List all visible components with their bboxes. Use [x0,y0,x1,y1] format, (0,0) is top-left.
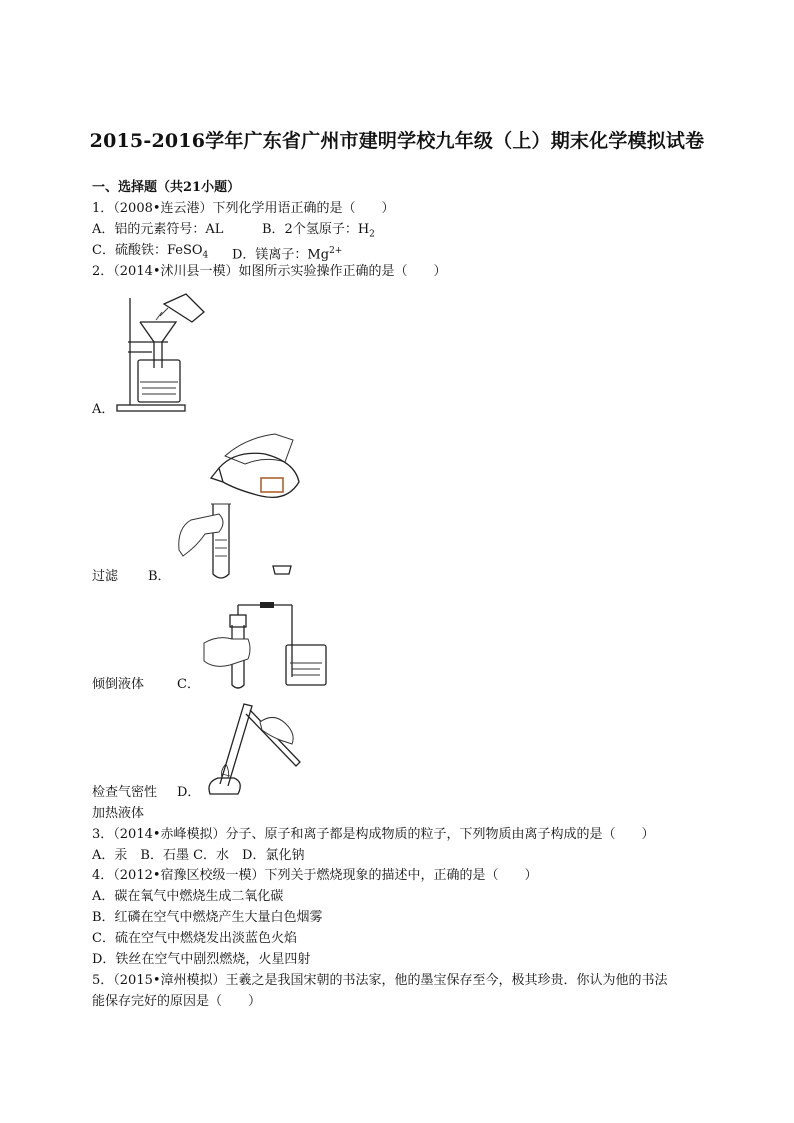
question-4-option-d: D．铁丝在空气中剧烈燃烧，火星四射 [92,952,311,967]
question-2-option-a: A． [92,402,115,417]
question-2-label-a: 过滤 [92,569,119,584]
question-2-option-b: B． [148,569,171,584]
airtightness-figure [200,597,332,692]
question-1-option-d: D．镁离子：$Mg^{2+}$ [232,246,343,263]
question-2-label-b: 倾倒液体 [92,677,145,692]
question-2-option-d: D． [177,785,201,800]
question-2-stem: 2．（2014•沭川县一模）如图所示实验操作正确的是（ ） [92,264,447,279]
question-1-option-c: C．硫酸铁：FeSO$_4$ [92,243,209,261]
question-4-option-c: C．硫在空气中燃烧发出淡蓝色火焰 [92,931,297,946]
question-3-stem: 3．（2014•赤峰模拟）分子、原子和离子都是构成物质的粒子，下列物质由离子构成的是（ ） [92,827,655,842]
question-1-option-b: B．2个氢原子：$H_2$ [262,222,375,240]
question-2-label-c: 检查气密性 [92,785,158,800]
question-4-option-b: B．红磷在空气中燃烧产生大量白色烟雾 [92,910,323,925]
question-3-options: A．汞 B．石墨 C．水 D．氯化钠 [92,848,305,863]
section-heading: 一、选择题（共21小题） [92,180,241,195]
filtration-figure [112,290,222,415]
question-1-stem: 1．（2008•连云港）下列化学用语正确的是（ ） [92,201,395,216]
page-title: 2015-2016学年广东省广州市建明学校九年级（上）期末化学模拟试卷 [89,130,705,152]
question-1-option-a: A．铝的元素符号：AL [92,222,224,237]
question-5-stem-line1: 5．（2015•漳州模拟）王羲之是我国宋朝的书法家，他的墨宝保存至今，极其珍贵．你认为他的书法 [92,973,668,988]
question-5-stem-line2: 能保存完好的原因是（ ） [92,994,262,1009]
question-2-option-c: C． [177,677,200,692]
question-2-label-d: 加热液体 [92,806,145,821]
pouring-liquid-figure [175,432,310,582]
question-4-option-a: A．碳在氧气中燃烧生成二氧化碳 [92,889,284,904]
heating-liquid-figure [200,700,310,800]
question-4-stem: 4．（2012•宿豫区校级一模）下列关于燃烧现象的描述中，正确的是（ ） [92,868,538,883]
